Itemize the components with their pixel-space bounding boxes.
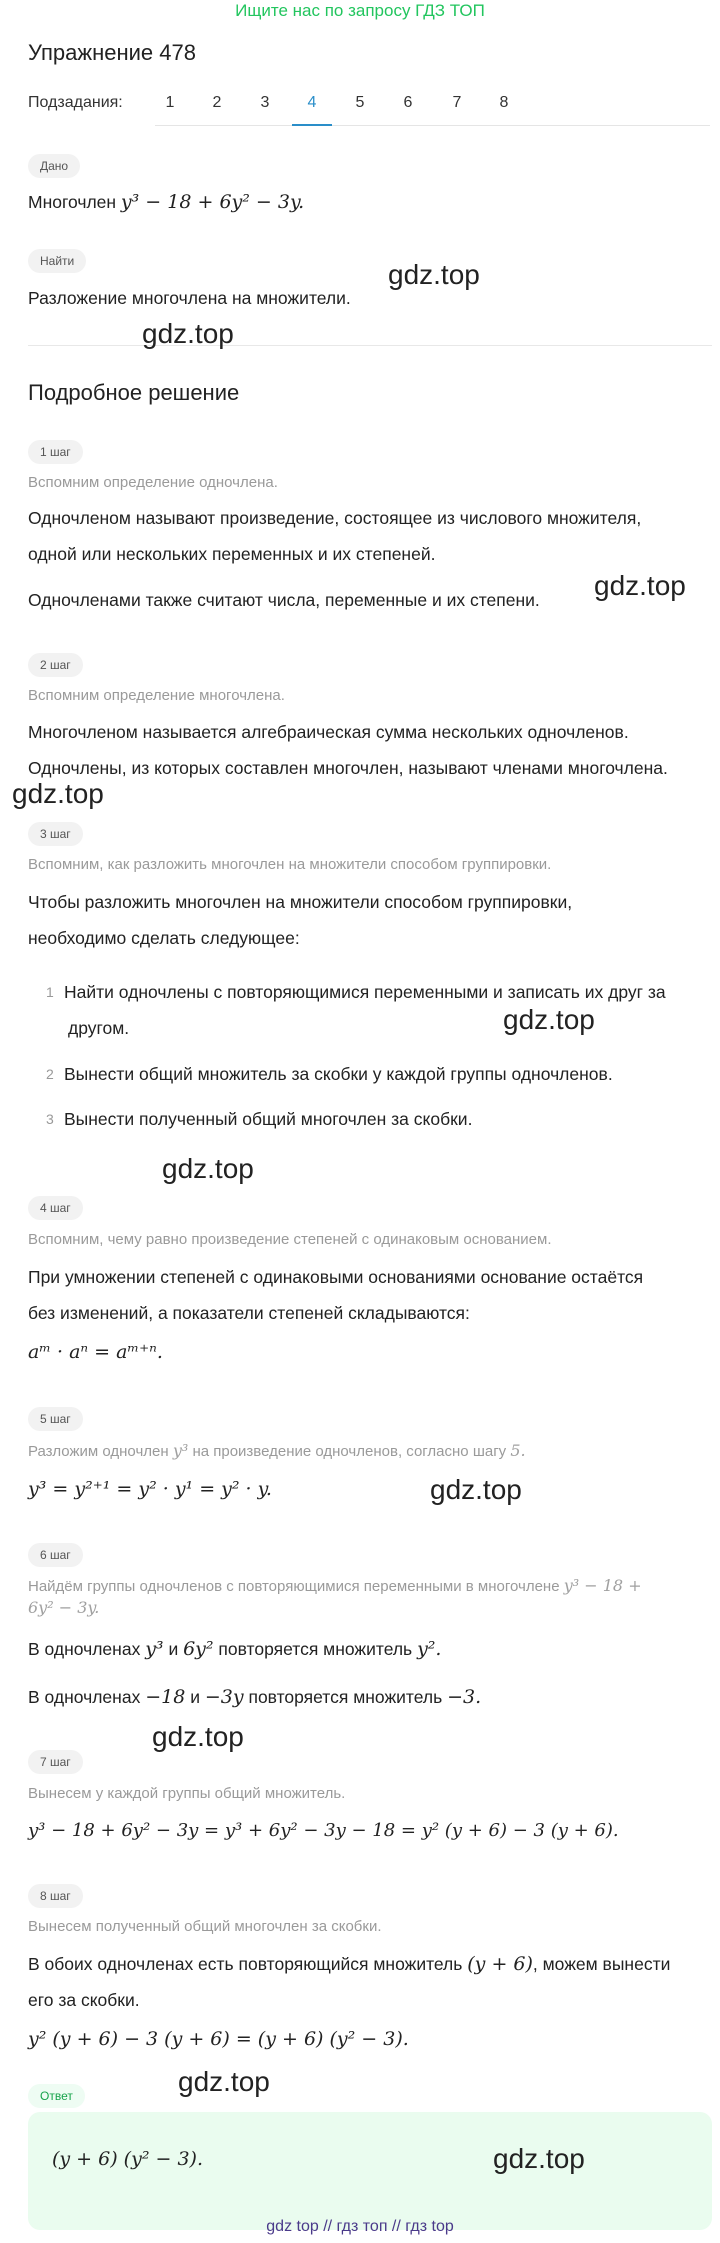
step-4-hint: Вспомним, чему равно произведение степеней с одинаковым основанием. [28, 1231, 552, 1248]
step-6-line-2: В одночленах −18 и −3y повторяется множитель −3. [28, 1686, 482, 1708]
page-title: Упражнение 478 [28, 40, 196, 65]
step-2-line-2: Одночлены, из которых составлен многочлен, называют членами многочлена. [28, 758, 668, 778]
watermark: gdz.top [430, 1474, 522, 1505]
find-text: Разложение многочлена на множители. [28, 288, 351, 308]
promo-banner[interactable]: Ищите нас по запросу ГДЗ ТОП [235, 1, 485, 20]
footer-links[interactable]: gdz top // гдз топ // гдз top [266, 2218, 454, 2235]
step-7-badge: 7 шаг [28, 1750, 83, 1774]
step-1-line-1: Одночленом называют произведение, состоящее из числового множителя, [28, 508, 642, 528]
tab-8[interactable]: 8 [499, 94, 509, 111]
step-5-formula: y³ = y²⁺¹ = y² · y¹ = y² · y. [28, 1478, 272, 1500]
find-badge: Найти [28, 249, 86, 273]
step-6-line-1: В одночленах y³ и 6y² повторяется множитель y². [28, 1638, 442, 1660]
given-badge: Дано [28, 154, 80, 178]
step-3-item-1a: Найти одночлены с повторяющимися переменными и записать их друг за [64, 982, 666, 1002]
step-4-line-1: При умножении степеней с одинаковыми основаниями основание остаётся [28, 1267, 644, 1287]
step-3-item-3: Вынести полученный общий многочлен за скобки. [64, 1109, 473, 1129]
watermark: gdz.top [503, 1004, 595, 1035]
step-8-hint: Вынесем полученный общий многочлен за скобки. [28, 1918, 382, 1935]
step-2-hint: Вспомним определение многочлена. [28, 687, 285, 704]
watermark: gdz.top [594, 570, 686, 601]
step-2-badge: 2 шаг [28, 653, 83, 677]
watermark: gdz.top [12, 778, 104, 809]
watermark: gdz.top [162, 1153, 254, 1184]
step-3-line-2: необходимо сделать следующее: [28, 928, 300, 948]
step-8-badge: 8 шаг [28, 1884, 83, 1908]
tab-4[interactable]: 4 [307, 94, 317, 111]
tabs-divider [155, 125, 710, 126]
step-3-hint: Вспомним, как разложить многочлен на множители способом группировки. [28, 856, 552, 873]
tab-5[interactable]: 5 [355, 94, 365, 111]
step-7-formula: y³ − 18 + 6y² − 3y = y³ + 6y² − 3y − 18 = y² (y + 6) − 3 (y + 6). [28, 1820, 619, 1841]
given-expression: y³ − 18 + 6y² − 3y. [120, 191, 305, 213]
step-1-line-3: Одночленами также считают числа, переменные и их степени. [28, 590, 540, 610]
solution-title: Подробное решение [28, 380, 240, 405]
tab-3[interactable]: 3 [260, 94, 270, 111]
step-8-formula: y² (y + 6) − 3 (y + 6) = (y + 6) (y² − 3). [28, 2028, 409, 2050]
answer-formula: (y + 6) (y² − 3). [52, 2148, 203, 2170]
active-tab-indicator [292, 124, 332, 126]
step-4-formula: aᵐ · aⁿ = aᵐ⁺ⁿ. [28, 1341, 163, 1363]
step-4-line-2: без изменений, а показатели степеней складываются: [28, 1303, 470, 1323]
section-divider [28, 345, 712, 346]
subtasks-label: Подзадания: [28, 94, 123, 111]
watermark: gdz.top [388, 259, 480, 290]
step-6-hint-2: 6y² − 3y. [28, 1598, 100, 1617]
step-1-hint: Вспомним определение одночлена. [28, 474, 278, 491]
step-6-badge: 6 шаг [28, 1543, 83, 1567]
step-6-hint-1: Найдём группы одночленов с повторяющимися переменными в многочлене y³ − 18 + [28, 1576, 642, 1595]
step-3-item-1b: другом. [68, 1018, 130, 1038]
step-5-hint: Разложим одночлен y³ на произведение одночленов, согласно шагу 5. [28, 1441, 526, 1460]
step-5-badge: 5 шаг [28, 1407, 83, 1431]
given-text: Многочлен y³ − 18 + 6y² − 3y. [28, 191, 305, 213]
list-number-1: 1 [46, 984, 54, 1000]
tab-7[interactable]: 7 [452, 94, 462, 111]
step-1-badge: 1 шаг [28, 440, 83, 464]
list-number-3: 3 [46, 1111, 54, 1127]
watermark: gdz.top [152, 1721, 244, 1752]
step-3-line-1: Чтобы разложить многочлен на множители способом группировки, [28, 892, 573, 912]
list-number-2: 2 [46, 1066, 54, 1082]
tab-2[interactable]: 2 [212, 94, 222, 111]
step-3-badge: 3 шаг [28, 822, 83, 846]
step-8-line-1: В обоих одночленах есть повторяющийся множитель (y + 6), можем вынести [28, 1953, 671, 1975]
answer-box [28, 2112, 712, 2230]
watermark: gdz.top [178, 2066, 270, 2097]
tab-6[interactable]: 6 [403, 94, 413, 111]
answer-badge: Ответ [28, 2084, 85, 2108]
tab-1[interactable]: 1 [165, 94, 175, 111]
watermark: gdz.top [142, 318, 234, 349]
step-3-item-2: Вынести общий множитель за скобки у каждой группы одночленов. [64, 1064, 613, 1084]
step-1-line-2: одной или нескольких переменных и их степеней. [28, 544, 436, 564]
step-7-hint: Вынесем у каждой группы общий множитель. [28, 1785, 346, 1802]
watermark: gdz.top [493, 2143, 585, 2174]
step-2-line-1: Многочленом называется алгебраическая сумма нескольких одночленов. [28, 722, 629, 742]
step-8-line-2: его за скобки. [28, 1990, 140, 2010]
step-4-badge: 4 шаг [28, 1196, 83, 1220]
